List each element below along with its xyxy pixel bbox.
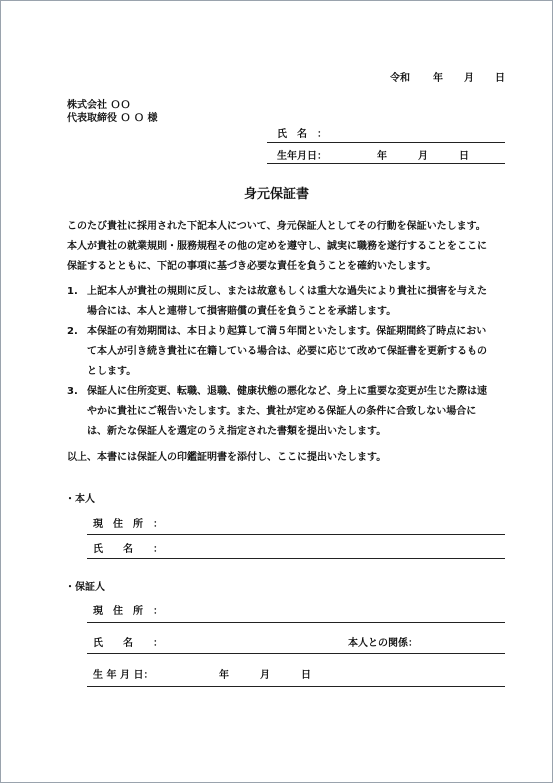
date-month-unit: 月 — [464, 73, 474, 84]
item-line: とします。 — [87, 366, 137, 377]
guarantor-dob-label: 生 年 月 日： — [93, 670, 154, 681]
item-number: 2. — [67, 326, 78, 337]
document-title: 身元保証書 — [243, 187, 309, 202]
applicant-dob-year: 年 — [377, 151, 387, 162]
principal-address-label: 現 住 所 ： — [93, 519, 163, 530]
guarantor-relation-label: 本人との関係： — [348, 638, 418, 649]
addressee-company: 株式会社 ＯＯ — [67, 100, 131, 111]
guarantor-dob-month: 月 — [260, 670, 270, 681]
item-number: 3. — [67, 386, 78, 397]
item-text — [87, 382, 507, 442]
item-line: て本人が引き続き貴社に在籍している場合は、必要に応じて改めて保証書を更新するもの — [87, 346, 487, 357]
item-line: は、新たな保証人を選定のうえ指定された書類を提出いたします。 — [87, 426, 387, 437]
item-line: 上記本人が貴社の規則に反し、または故意もしくは重大な過失により貴社に損害を与えた — [87, 286, 487, 297]
item-line: やかに貴社にご報告いたします。また、貴社が定める保証人の条件に合致しない場合に — [87, 406, 477, 417]
applicant-dob-month: 月 — [418, 151, 428, 162]
date-era: 令和 — [390, 73, 410, 84]
principal-address-line — [87, 534, 505, 535]
item-line: 場合には、本人と連帯して損害賠償の責任を負うことを承諾します。 — [87, 306, 397, 317]
closing-text: 以上、本書には保証人の印鑑証明書を添付し、ここに提出いたします。 — [67, 452, 387, 463]
principal-name-label: 氏 名 ： — [93, 544, 163, 555]
intro-line: 本人が貴社の就業規則・服務規程その他の定めを遵守し、誠実に職務を遂行することをここに — [67, 241, 487, 252]
guarantor-dob-line — [87, 686, 505, 687]
guarantor-address-label: 現 住 所 ： — [93, 606, 163, 617]
guarantor-name-line — [87, 653, 505, 654]
date-day-unit: 日 — [495, 73, 505, 84]
guarantor-dob-day: 日 — [301, 670, 311, 681]
principal-name-line — [87, 558, 505, 559]
guarantor-dob-year: 年 — [219, 670, 229, 681]
applicant-name-underline — [267, 142, 505, 143]
guarantor-name-label: 氏 名 ： — [93, 638, 163, 649]
item-line: 本保証の有効期間は、本日より起算して満５年間といたします。保証期間終了時点におい — [87, 326, 487, 337]
item-text — [87, 282, 507, 322]
item-number: 1. — [67, 286, 78, 297]
applicant-dob-label: 生年月日： — [277, 151, 327, 162]
intro-line: 保証するとともに、下記の事項に基づき必要な責任を負うことを確約いたします。 — [67, 261, 437, 272]
addressee-representative: 代表取締役 Ｏ Ｏ 様 — [67, 113, 158, 124]
item-text — [87, 322, 507, 382]
guarantor-heading: ・保証人 — [65, 582, 105, 593]
item-line: 保証人に住所変更、転職、退職、健康状態の悪化など、身上に重要な変更が生じた際は速 — [87, 386, 487, 397]
applicant-dob-day: 日 — [459, 151, 469, 162]
principal-heading: ・本人 — [65, 494, 95, 505]
intro-line: このたび貴社に採用された下記本人について、身元保証人としてその行動を保証いたします。 — [67, 221, 486, 232]
applicant-name-label: 氏 名 ： — [277, 129, 327, 140]
applicant-dob-underline — [267, 163, 505, 164]
guarantor-address-line — [87, 622, 505, 623]
date-year-unit: 年 — [433, 73, 443, 84]
